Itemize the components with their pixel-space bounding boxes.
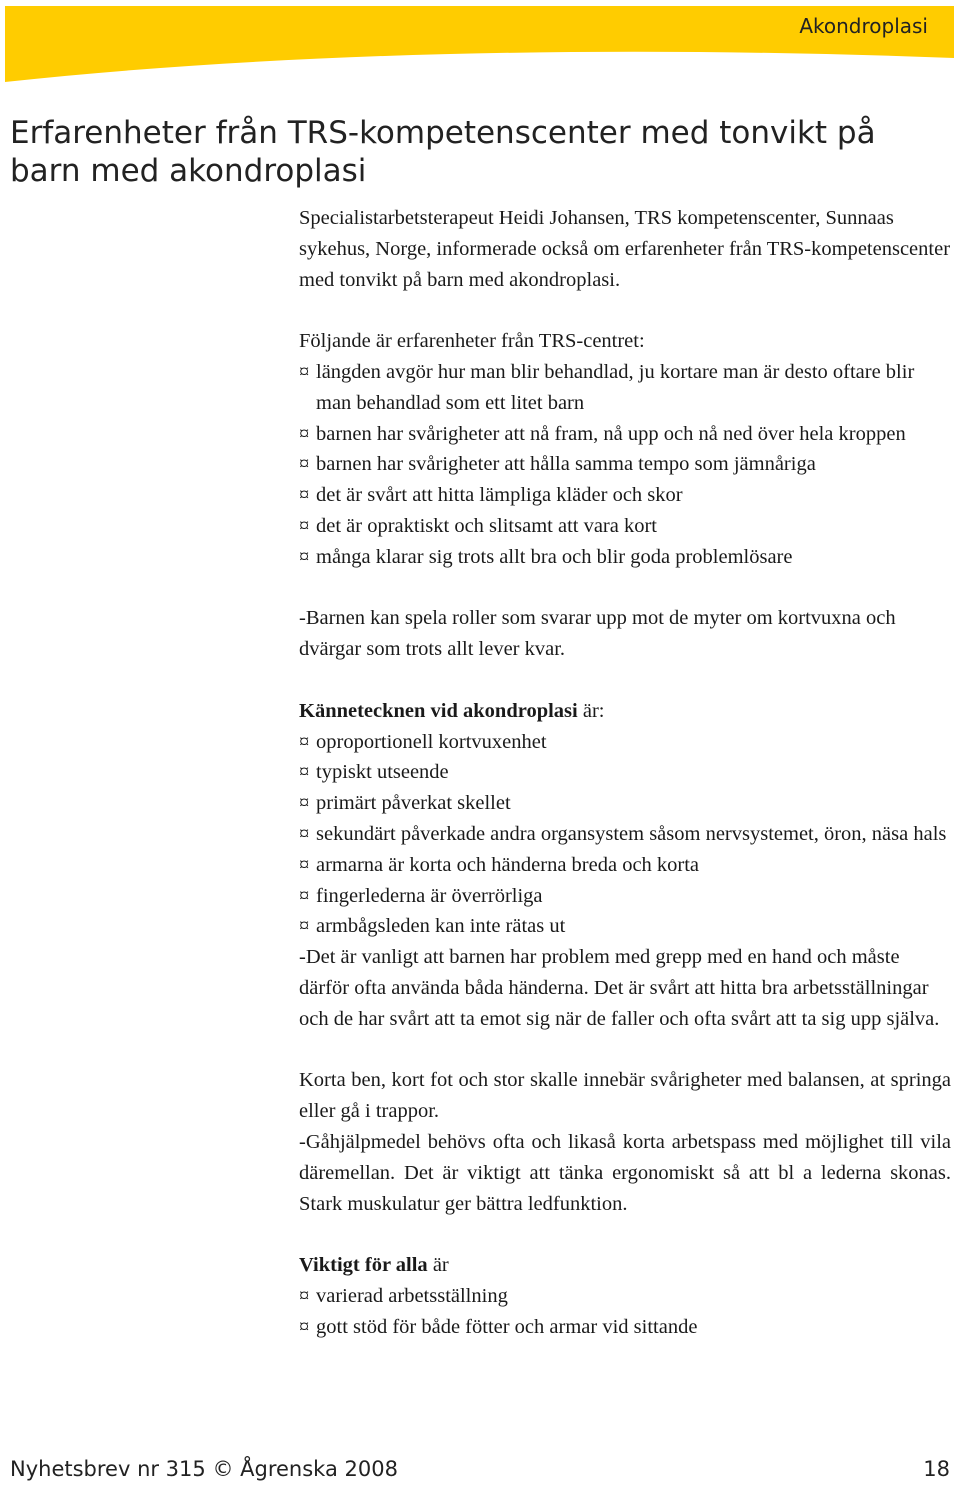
list-item: ¤ barnen har svårigheter att nå fram, nå upp och nå ned över hela kroppen xyxy=(299,419,951,450)
list-item: ¤ många klarar sig trots allt bra och blir goda problemlösare xyxy=(299,542,951,573)
list-item: ¤ gott stöd för både fötter och armar vid sittande xyxy=(299,1312,951,1343)
bullet-icon: ¤ xyxy=(299,484,310,507)
list-item: ¤ sekundärt påverkade andra organsystem såsom nervsystemet, öron, näsa hals xyxy=(299,819,951,850)
article-body xyxy=(299,203,951,1342)
list-item: ¤ längden avgör hur man blir behandlad, ju kortare man är desto oftare blir man behandlad som ett litet barn xyxy=(299,357,951,419)
bullet-icon: ¤ xyxy=(299,761,310,784)
list-item: ¤ oproportionell kortvuxenhet xyxy=(299,727,951,758)
experiences-lead: Följande är erfarenheter från TRS-centret: xyxy=(299,330,645,353)
list-item: ¤ typiskt utseende xyxy=(299,757,951,788)
bullet-icon: ¤ xyxy=(299,822,310,845)
bullet-icon: ¤ xyxy=(299,360,310,383)
roles-paragraph: -Barnen kan spela roller som svarar upp mot de myter om kortvuxna och dvärgar som trots allt lever kvar. xyxy=(299,607,896,661)
bullet-icon: ¤ xyxy=(299,915,310,938)
list-item: ¤ armbågsleden kan inte rätas ut xyxy=(299,911,951,942)
bullet-icon: ¤ xyxy=(299,1284,310,1307)
bullet-icon: ¤ xyxy=(299,853,310,876)
bullet-icon: ¤ xyxy=(299,453,310,476)
bullet-icon: ¤ xyxy=(299,792,310,815)
important-list xyxy=(299,1281,951,1343)
bullet-icon: ¤ xyxy=(299,884,310,907)
important-lead: Viktigt för alla är xyxy=(299,1254,449,1277)
footer-publication: Nyhetsbrev nr 315 © Ågrenska 2008 xyxy=(10,1457,398,1481)
bullet-icon: ¤ xyxy=(299,1315,310,1338)
features-list xyxy=(299,727,951,943)
list-item: ¤ armarna är korta och händerna breda och korta xyxy=(299,850,951,881)
page-number: 18 xyxy=(923,1457,950,1481)
bullet-icon: ¤ xyxy=(299,422,310,445)
bullet-icon: ¤ xyxy=(299,545,310,568)
features-lead: Kännetecknen vid akondroplasi är: xyxy=(299,699,605,722)
features-after-paragraph: -Det är vanligt att barnen har problem med grepp med en hand och måste därför ofta använda båda händerna. Det är svårt att hitta bra arbetsställningar och de har svårt att ta emot sig när de faller och ofta svårt att ta sig upp själva. xyxy=(299,946,940,1030)
bullet-icon: ¤ xyxy=(299,730,310,753)
list-item: ¤ fingerlederna är överrörliga xyxy=(299,881,951,912)
list-item: ¤ varierad arbetsställning xyxy=(299,1281,951,1312)
article-title: Erfarenheter från TRS-kompetenscenter med tonvikt på barn med akondroplasi xyxy=(10,115,876,189)
experiences-list xyxy=(299,357,951,573)
list-item: ¤ primärt påverkat skellet xyxy=(299,788,951,819)
list-item: ¤ det är svårt att hitta lämpliga kläder och skor xyxy=(299,480,951,511)
balance-paragraph: Korta ben, kort fot och stor skalle innebär svårigheter med balansen, at springa eller gå i trappor. xyxy=(299,1069,951,1123)
intro-paragraph: Specialistarbetsterapeut Heidi Johansen, TRS kompetenscenter, Sunnaas sykehus, Norge, informerade också om erfarenheter från TRS-kompetenscenter med tonvikt på barn med akondroplasi. xyxy=(299,207,951,291)
aids-paragraph: -Gåhjälpmedel behövs ofta och likaså korta arbetspass med möjlighet till vila däremellan. Det är viktigt att tänka ergonomiskt så att bl a lederna skonas. Stark muskulatur ger bättra ledfunktion. xyxy=(299,1130,951,1215)
list-item: ¤ det är opraktiskt och slitsamt att vara kort xyxy=(299,511,951,542)
list-item: ¤ barnen har svårigheter att hålla samma tempo som jämnåriga xyxy=(299,449,951,480)
bullet-icon: ¤ xyxy=(299,514,310,537)
running-head: Akondroplasi xyxy=(799,14,928,38)
